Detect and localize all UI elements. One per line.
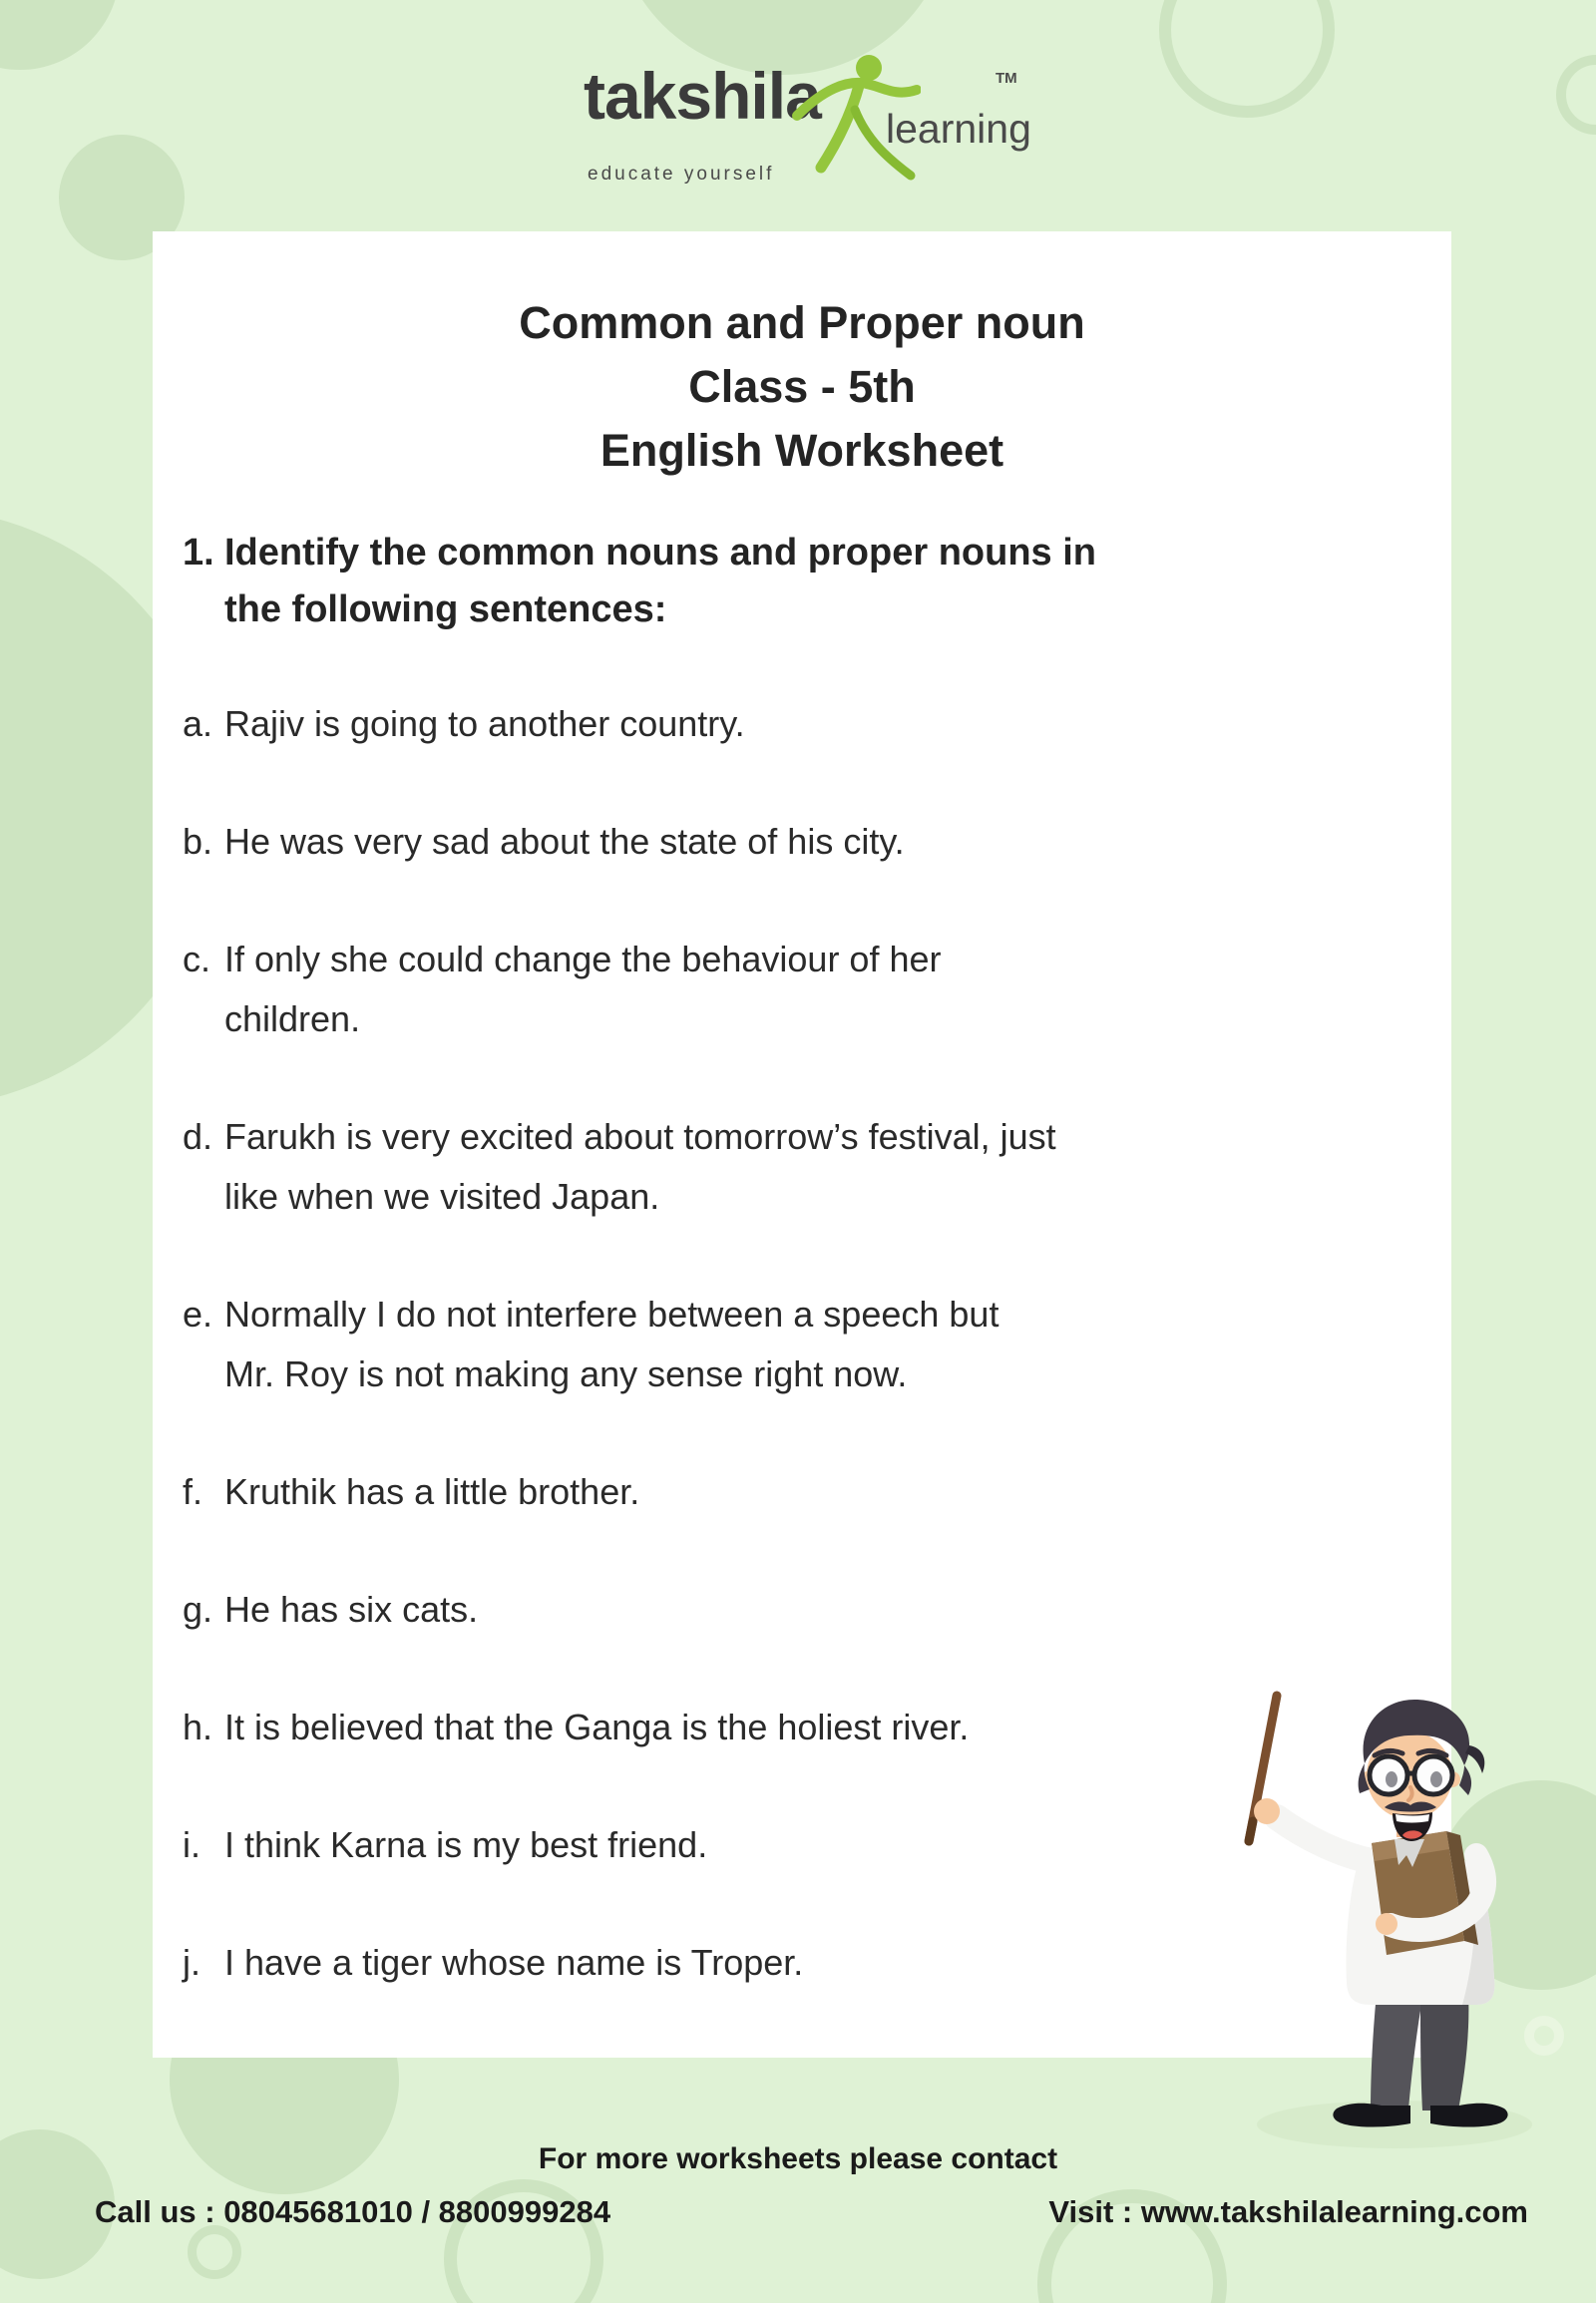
- item-label: g.: [183, 1589, 213, 1630]
- decor-ring: [188, 2225, 241, 2279]
- item-text: He was very sad about the state of his city.: [224, 821, 905, 862]
- list-item: [183, 1580, 1421, 1640]
- brand-tagline: educate yourself: [588, 164, 775, 185]
- item-label: f.: [183, 1471, 203, 1512]
- list-item: [183, 930, 1421, 1049]
- list-item: [183, 1698, 1421, 1757]
- item-label: e.: [183, 1294, 213, 1335]
- item-label: c.: [183, 939, 211, 979]
- decor-circle: [0, 0, 120, 70]
- title-line: Common and Proper noun: [519, 297, 1085, 348]
- takshila-logo: [584, 52, 1052, 201]
- sentence-list: [183, 694, 1421, 1993]
- brand-suffix: learning: [886, 106, 1031, 152]
- question-heading: [183, 525, 1421, 638]
- item-label: j.: [183, 1942, 200, 1983]
- item-label: h.: [183, 1707, 213, 1747]
- decor-ring: [1159, 0, 1335, 118]
- trademark-label: TM: [996, 70, 1017, 87]
- teacher-illustration: [1237, 1684, 1596, 2162]
- item-label: d.: [183, 1116, 213, 1157]
- list-item: [183, 812, 1421, 872]
- item-text: children.: [224, 998, 361, 1039]
- list-item: [183, 1933, 1421, 1993]
- item-text: He has six cats.: [224, 1589, 479, 1630]
- list-item: [183, 1285, 1421, 1404]
- item-text: like when we visited Japan.: [224, 1176, 660, 1217]
- footer-phone: Call us : 08045681010 / 8800999284: [95, 2194, 611, 2229]
- item-text: Rajiv is going to another country.: [224, 703, 745, 744]
- question-text-line: Identify the common nouns and proper nouns in: [224, 532, 1096, 574]
- item-text: It is believed that the Ganga is the holiest river.: [224, 1707, 970, 1747]
- question-text-line: the following sentences:: [224, 588, 667, 630]
- footer-contact-note: For more worksheets please contact: [538, 2142, 1058, 2175]
- worksheet-title: [183, 291, 1421, 483]
- question-number: 1.: [183, 532, 214, 574]
- item-label: i.: [183, 1824, 200, 1865]
- takshila-figure-icon: [791, 46, 921, 186]
- item-text: Farukh is very excited about tomorrow’s festival, just: [224, 1116, 1056, 1157]
- item-text: I think Karna is my best friend.: [224, 1824, 708, 1865]
- item-text: I have a tiger whose name is Troper.: [224, 1942, 804, 1983]
- list-item: [183, 1107, 1421, 1227]
- item-text: If only she could change the behaviour of her: [224, 939, 942, 979]
- item-label: b.: [183, 821, 213, 862]
- decor-ring: [1556, 55, 1596, 135]
- brand-name: takshila: [584, 59, 821, 133]
- item-text: Kruthik has a little brother.: [224, 1471, 640, 1512]
- list-item: [183, 1815, 1421, 1875]
- item-text: Normally I do not interfere between a speech but: [224, 1294, 999, 1335]
- item-label: a.: [183, 703, 213, 744]
- list-item: [183, 1462, 1421, 1522]
- title-line: English Worksheet: [599, 425, 1004, 476]
- list-item: [183, 694, 1421, 754]
- footer-website: Visit : www.takshilalearning.com: [1048, 2194, 1528, 2229]
- title-line: Class - 5th: [688, 361, 916, 412]
- item-text: Mr. Roy is not making any sense right now.: [224, 1353, 908, 1394]
